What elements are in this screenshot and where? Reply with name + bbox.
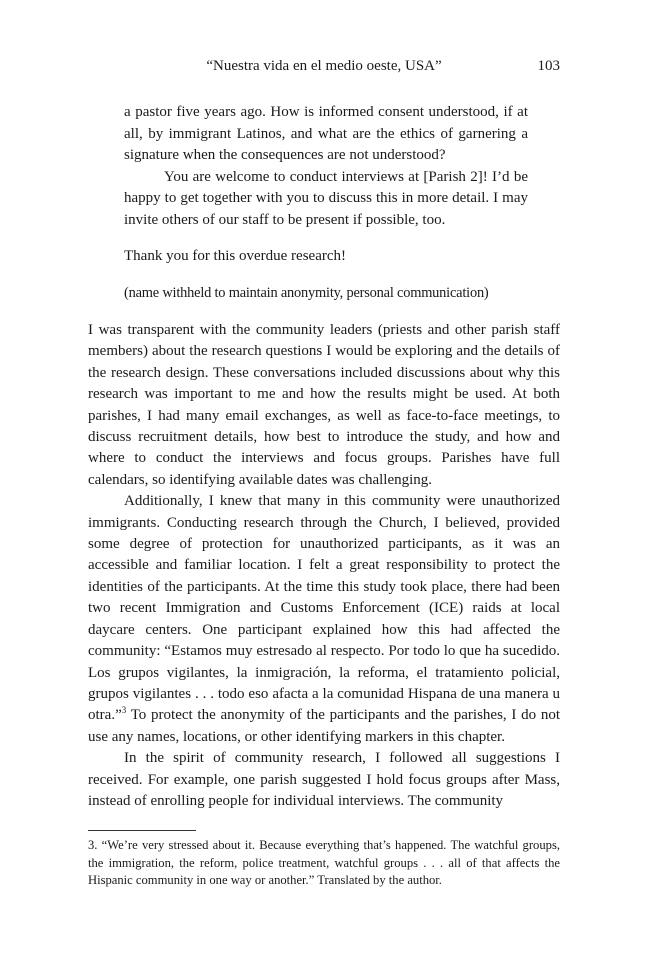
quote-closing: Thank you for this overdue research! <box>124 248 346 264</box>
block-quote <box>124 102 528 304</box>
running-head <box>88 58 560 78</box>
footnote-marker[interactable]: 3 <box>121 705 127 716</box>
quote-paragraph: a pastor five years ago. How is informed consent understood, if at all, by immigrant Latinos, and what are the ethics of garnering a signature when the consequences are not understood? <box>124 104 528 163</box>
footnote <box>88 837 560 890</box>
body-paragraph-text: To protect the anonymity of the participants and the parishes, I do not use any names, locations, or other identifying markers in this chapter. <box>88 707 560 745</box>
body-paragraph <box>88 491 560 748</box>
body-text <box>88 320 560 812</box>
footnote-rule <box>88 830 196 831</box>
footnote-text: 3. “We’re very stressed about it. Because everything that’s happened. The watchful groups, the immigration, the reform, police treatment, watchful groups . . . all of that affects the Hispanic community in one way or another.” Translated by the author. <box>88 838 560 887</box>
running-title: “Nuestra vida en el medio oeste, USA” <box>206 58 442 74</box>
body-paragraph: I was transparent with the community leaders (priests and other parish staff members) about the research questions I would be exploring and the details of the research design. These conversations included discussions about why this research was important to me and how the results might be used. At both parishes, I had many email exchanges, as well as face-to-face meetings, to discuss recruitment details, how best to introduce the study, and how and where to conduct the interviews and focus groups. Parishes have full calendars, so identifying available dates was challenging. <box>88 322 560 488</box>
body-paragraph: In the spirit of community research, I followed all suggestions I received. For example, one parish suggested I hold focus groups after Mass, instead of enrolling people for individual interviews. The community <box>88 750 560 809</box>
page-number: 103 <box>537 58 560 74</box>
quote-attribution: (name withheld to maintain anonymity, personal communication) <box>124 284 489 301</box>
body-paragraph-text: Additionally, I knew that many in this community were unauthorized immigrants. Conducting research through the Church, I believed, provided some degree of protection for unauthorized participants, as it was an accessible and familiar location. I felt a great responsibility to protect the identities of the participants. At the time this study took place, there had been two recent Immigration and Customs Enforcement (ICE) raids at local daycare centers. One participant explained how this had affected the community: “Estamos muy estresado al respecto. Por todo lo que ha sucedido. Los grupos vigilantes, la inmigración, la reforma, el tratamiento policial, grupos vigilantes . . . todo eso afacta a la comunidad Hispana de una manera u otra.” <box>88 493 560 724</box>
quote-paragraph: You are welcome to conduct interviews at [Parish 2]! I’d be happy to get together with you to discuss this in more detail. I may invite others of our staff to be present if possible, too. <box>124 168 528 228</box>
